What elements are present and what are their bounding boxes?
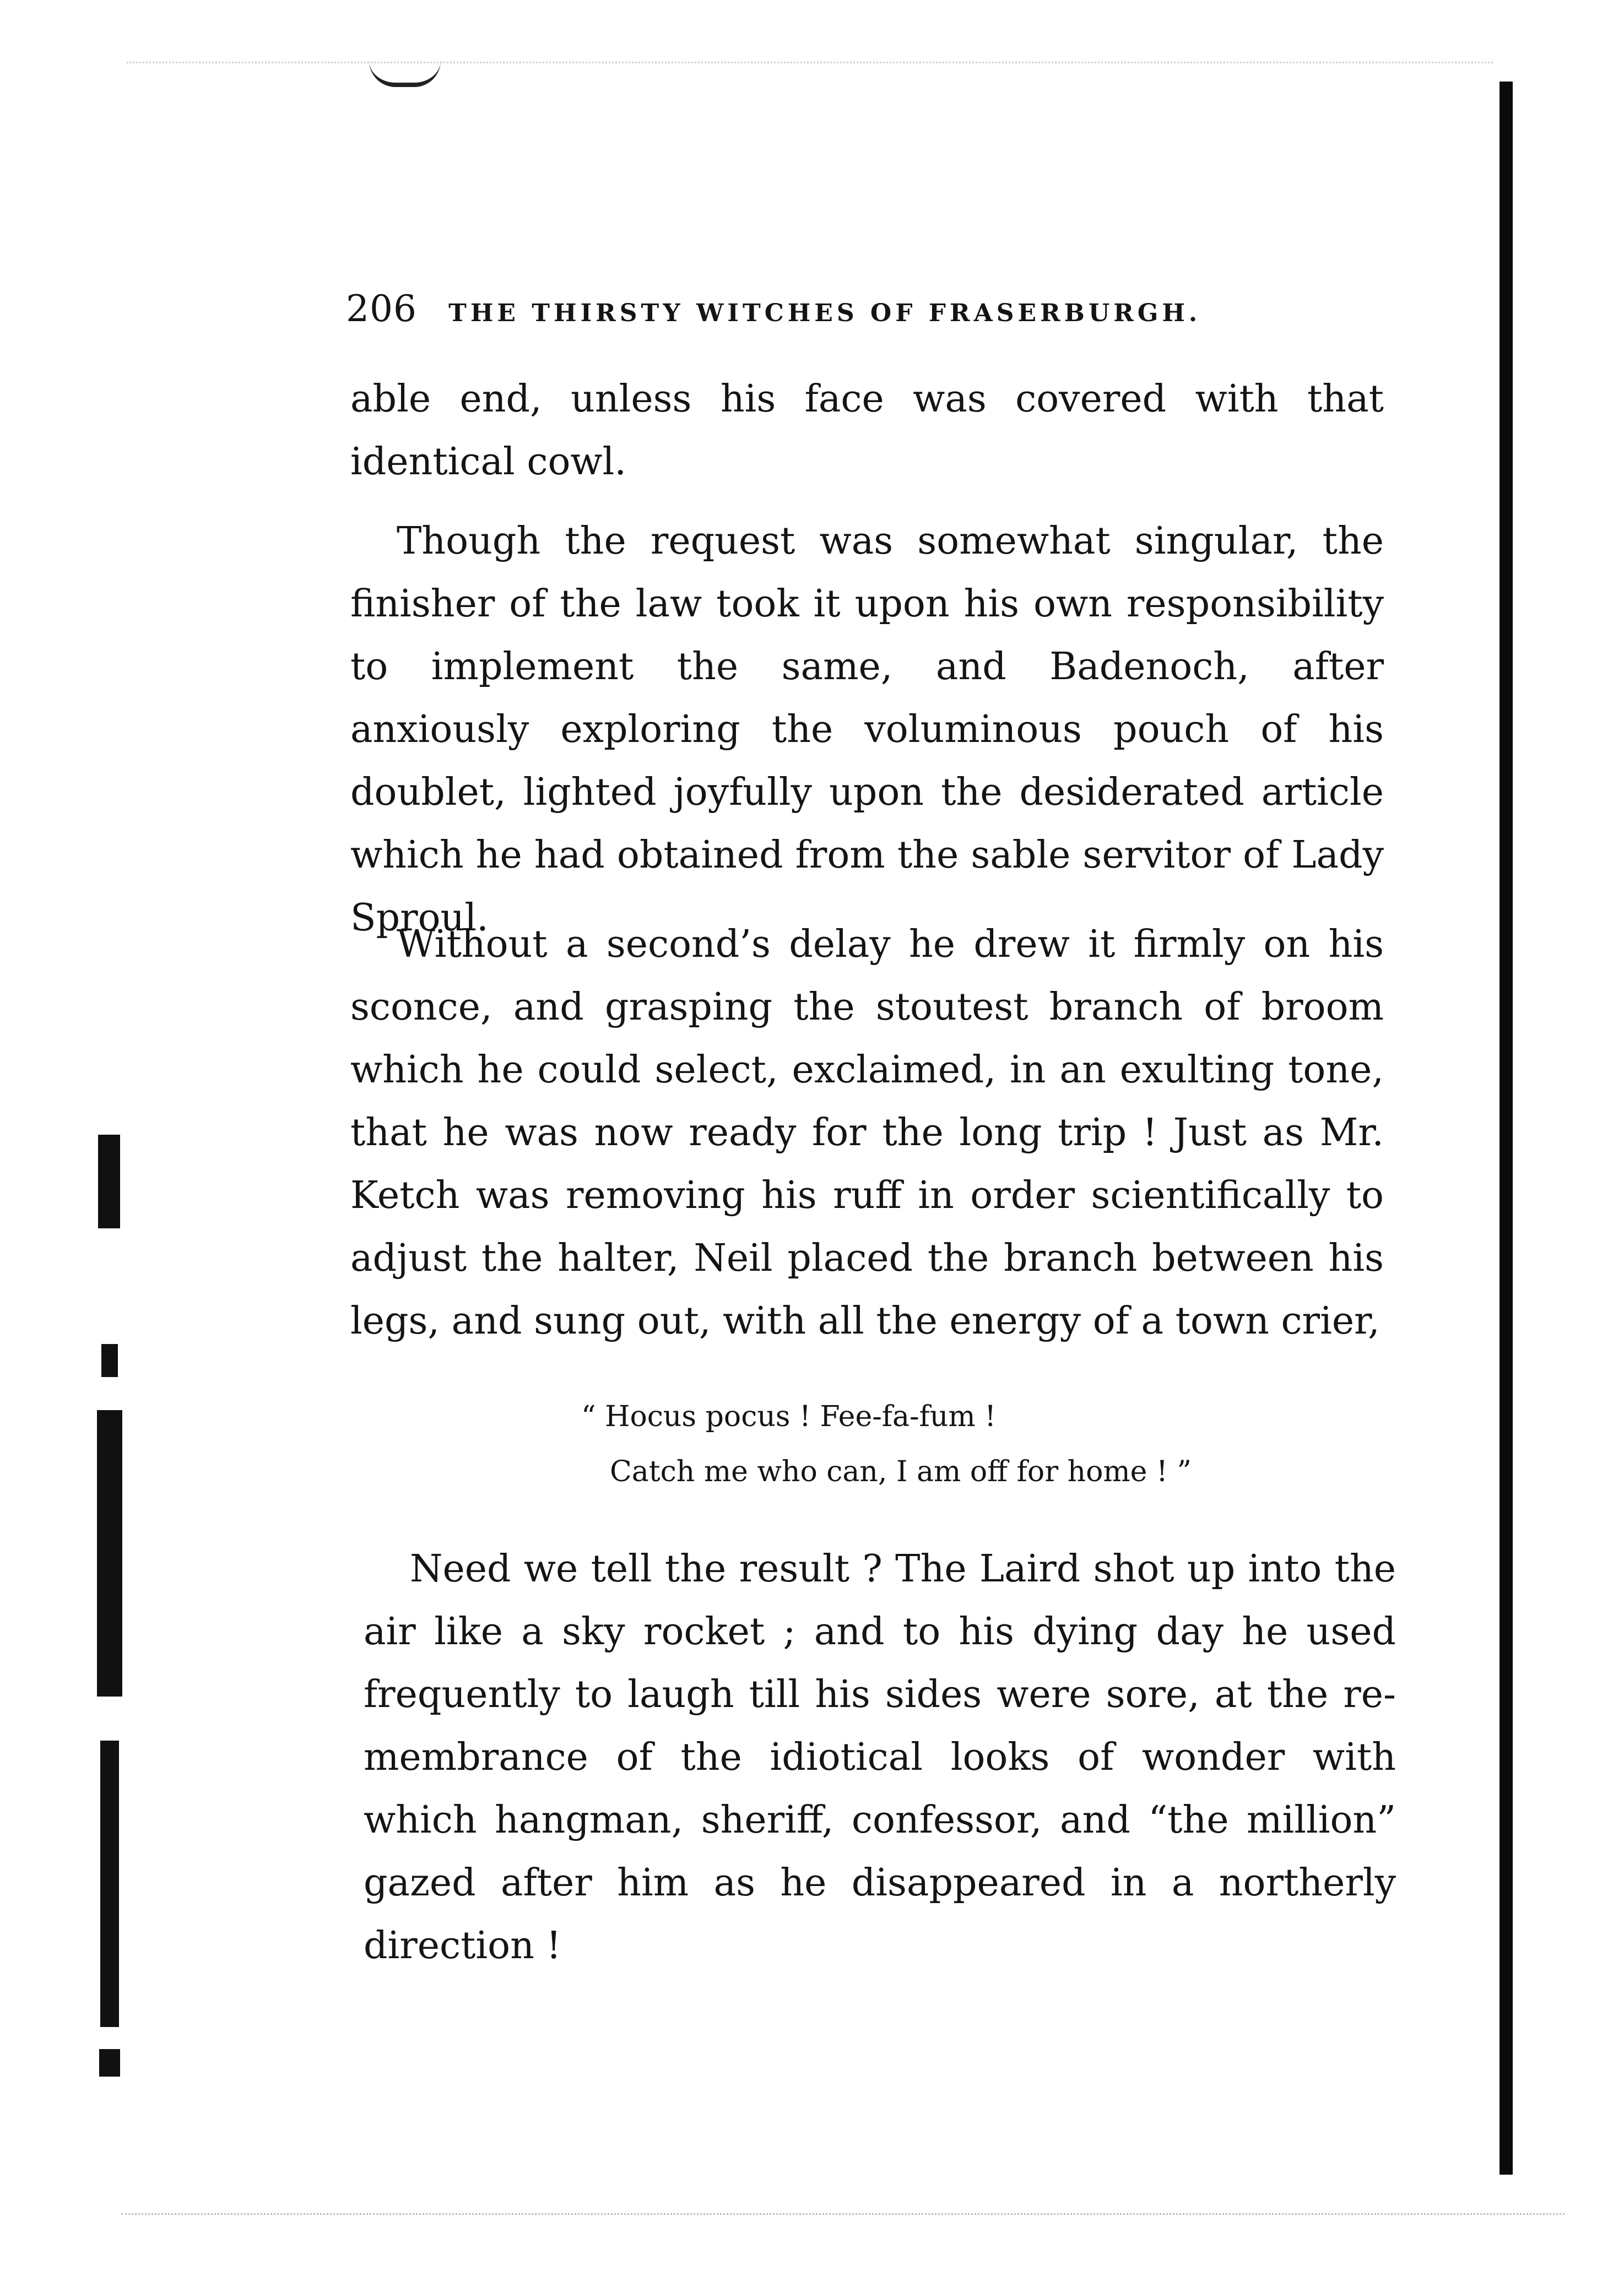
binding-mark [97,1410,122,1697]
verse-quote [581,1389,1192,1499]
binding-mark [101,1344,118,1377]
paragraph: Need we tell the result ? The Laird shot up into the air like a sky rocket ; and to his dying day he used frequently to laugh till his sides were sore, at the re-membrance of the idiotical looks of wonder with which hangman, sheriff, confessor, and “the million” gazed after him as he disappeared in a northerly direction ! [364,1547,1396,1968]
page-header [346,288,1393,337]
binding-mark [99,2049,120,2077]
page-number: 206 [346,288,417,330]
verse-line: Catch me who can, I am off for home ! ” [610,1455,1192,1488]
ink-smudge-mark [369,61,441,87]
scan-edge-bar [1500,82,1513,2175]
verse-line: “ Hocus pocus ! Fee-fa-fum ! [581,1400,997,1433]
paragraph: Though the request was somewhat singular, the finisher of the law took it upon his own responsibility to implement the same, and Badenoch, after anxiously exploring the voluminous pouch of his doublet, lighted joyfully upon the desiderated article which he had obtained from the sable servitor of Lady Sproul. [350,519,1384,940]
binding-mark [98,1135,120,1228]
binding-mark [100,1741,119,2027]
scan-noise-bottom [121,2213,1565,2218]
paragraph: able end, unless his face was covered with that identical cowl. [350,377,1384,484]
scan-noise-top [127,62,1493,66]
running-head: THE THIRSTY WITCHES OF FRASERBURGH. [448,299,1201,327]
paragraph: Without a second’s delay he drew it firmly on his sconce, and grasping the stoutest branch of broom which he could select, exclaimed, in an exulting tone, that he was now ready for the long trip ! Just as Mr. Ketch was removing his ruff in order scientifically to adjust the halter, Neil placed the branch between his legs, and sung out, with all the energy of a town crier, [350,923,1384,1343]
scan-binding-strip [94,1135,132,2093]
